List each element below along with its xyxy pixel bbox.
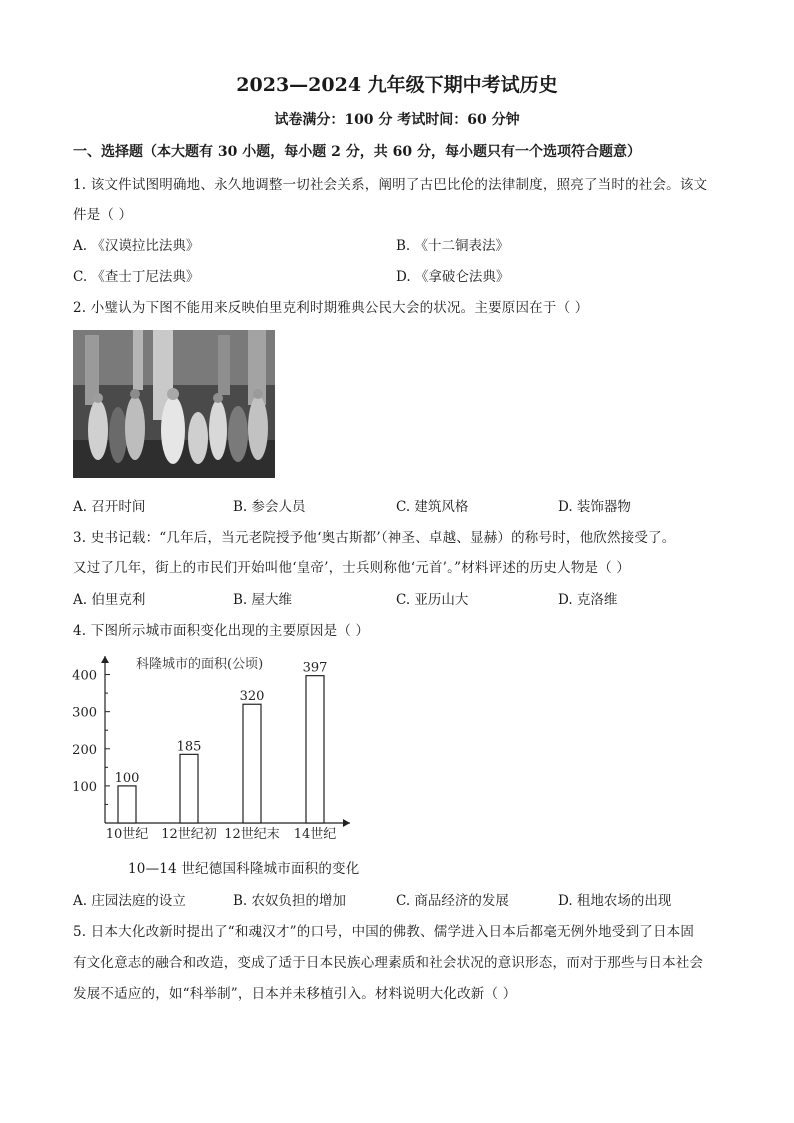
- page-title: 2023—2024 九年级下期中考试历史: [236, 74, 558, 96]
- chart-bars: [118, 676, 324, 823]
- question-3-text: 3. 史书记载：“几年后，当元老院授予他‘奥古斯都’（神圣、卓越、显赫）的称号时，他欣然接受了。: [73, 530, 676, 546]
- question-2-text: 2. 小璧认为下图不能用来反映伯里克利时期雅典公民大会的状况。主要原因在于（ ）: [73, 300, 589, 316]
- q4-option-b[interactable]: B. 农奴负担的增加: [233, 893, 347, 909]
- x-tick-label: 12世纪初: [161, 827, 217, 842]
- athens-assembly-image: [73, 330, 275, 478]
- x-tick-label: 12世纪末: [224, 827, 280, 842]
- chart-labels: [72, 661, 336, 842]
- question-1-text: 1. 该文件试图明确地、永久地调整一切社会关系，阐明了古巴比伦的法律制度，照亮了当时的社会。该文: [73, 177, 708, 193]
- exam-info: 试卷满分：100 分 考试时间：60 分钟: [274, 112, 520, 128]
- chart-caption: 10—14 世纪德国科隆城市面积的变化: [128, 861, 360, 877]
- chart-title: 科隆城市的面积(公顷): [136, 657, 264, 672]
- x-tick-label: 10世纪: [105, 827, 149, 842]
- bar: [243, 704, 261, 823]
- q2-option-c[interactable]: C. 建筑风格: [396, 499, 469, 515]
- question-5-text-cont1: 有文化意志的融合和改造，变成了适于日本民族心理素质和社会状况的意识形态，而对于那些与日本社会: [73, 955, 704, 971]
- q3-option-d[interactable]: D. 克洛维: [558, 592, 618, 608]
- question-5-text: 5. 日本大化改新时提出了“和魂汉才”的口号，中国的佛教、儒学进入日本后都毫无例外地受到了日本固: [73, 924, 695, 940]
- cologne-area-bar-chart: [60, 648, 360, 843]
- q1-option-a[interactable]: A. 《汉谟拉比法典》: [73, 238, 200, 254]
- x-axis-arrow: [343, 819, 350, 827]
- question-1-text-cont: 件是（ ）: [73, 207, 133, 223]
- bar-value-label: 100: [114, 770, 140, 786]
- q1-option-b[interactable]: B. 《十二铜表法》: [396, 238, 510, 254]
- y-tick-label: 100: [72, 779, 97, 795]
- q3-option-c[interactable]: C. 亚历山大: [396, 592, 469, 608]
- q2-option-d[interactable]: D. 装饰器物: [558, 499, 631, 515]
- y-tick-label: 200: [72, 742, 97, 758]
- q2-option-b[interactable]: B. 参会人员: [233, 499, 306, 515]
- y-axis-arrow: [101, 656, 109, 663]
- y-tick-label: 300: [72, 705, 97, 721]
- question-4-text: 4. 下图所示城市面积变化出现的主要原因是（ ）: [73, 623, 370, 639]
- painting-illustration: [73, 330, 275, 478]
- q3-option-a[interactable]: A. 伯里克利: [73, 592, 146, 608]
- x-tick-label: 14世纪: [293, 827, 337, 842]
- q4-option-a[interactable]: A. 庄园法庭的设立: [73, 893, 186, 909]
- question-3-text-cont: 又过了几年，街上的市民们开始叫他‘皇帝’，士兵则称他‘元首’。”材料评述的历史人物是（ ）: [73, 560, 631, 576]
- q3-option-b[interactable]: B. 屋大维: [233, 592, 293, 608]
- bar-value-label: 185: [176, 739, 202, 755]
- q1-option-c[interactable]: C. 《查士丁尼法典》: [73, 269, 200, 285]
- q2-option-a[interactable]: A. 召开时间: [73, 499, 146, 515]
- y-tick-label: 400: [72, 668, 97, 684]
- bar-value-label: 397: [302, 660, 328, 676]
- section-heading: 一、选择题（本大题有 30 小题，每小题 2 分，共 60 分，每小题只有一个选项符合题意）: [73, 144, 641, 160]
- question-5-text-cont2: 发展不适应的，如“科举制”，日本并未移植引入。材料说明大化改新（ ）: [73, 986, 517, 1002]
- q4-option-d[interactable]: D. 租地农场的出现: [558, 893, 672, 909]
- q1-option-d[interactable]: D. 《拿破仑法典》: [396, 269, 510, 285]
- bar-value-label: 320: [239, 689, 265, 705]
- bar: [118, 786, 136, 823]
- q4-option-c[interactable]: C. 商品经济的发展: [396, 893, 509, 909]
- bar: [180, 754, 198, 823]
- bar: [306, 676, 324, 823]
